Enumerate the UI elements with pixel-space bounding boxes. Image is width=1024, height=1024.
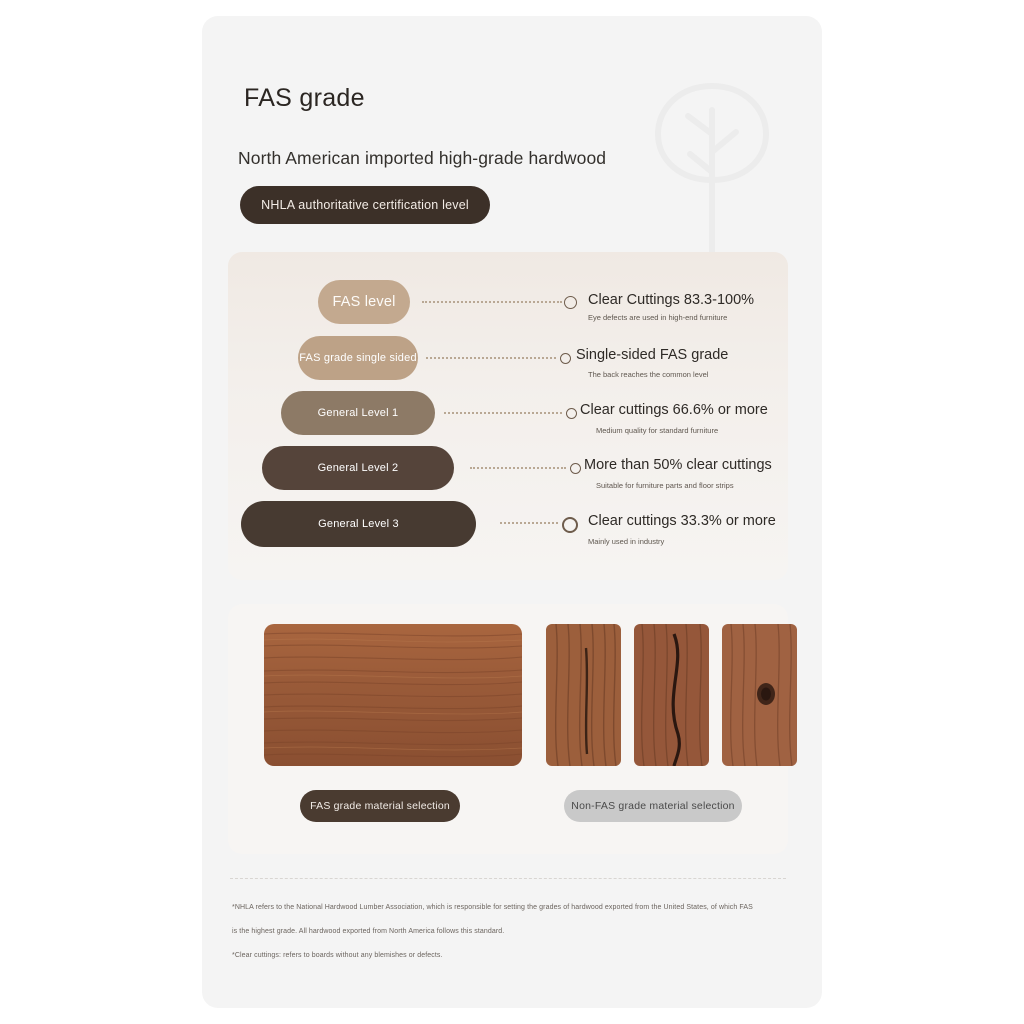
grade-pill: General Level 2	[262, 446, 454, 490]
grade-row	[228, 336, 788, 392]
tree-watermark-icon	[642, 68, 782, 268]
connector-dots	[500, 522, 558, 526]
document-card	[202, 16, 822, 1008]
non-fas-board-image-3	[722, 624, 797, 766]
grade-row	[228, 391, 788, 447]
connector-node	[566, 408, 577, 419]
page-title: FAS grade	[244, 84, 365, 112]
footer-divider	[230, 878, 786, 879]
grade-row	[228, 501, 788, 557]
connector-dots	[426, 357, 556, 361]
grade-heading: More than 50% clear cuttings	[584, 457, 772, 473]
fas-board-image	[264, 624, 522, 766]
grade-pill: FAS level	[318, 280, 410, 324]
connector-dots	[422, 301, 562, 305]
grade-description: Mainly used in industry	[588, 537, 665, 546]
non-fas-material-tag: Non-FAS grade material selection	[564, 790, 742, 822]
connector-dots	[470, 467, 566, 471]
connector-node	[560, 353, 571, 364]
grade-ladder-panel	[228, 252, 788, 580]
connector-node	[562, 517, 578, 533]
footnote-line-1: *NHLA refers to the National Hardwood Lumber Association, which is responsible for setting the grades of hardwood exported from the United States, of which FAS	[232, 904, 753, 911]
connector-dots	[444, 412, 562, 416]
grade-pill: FAS grade single sided	[298, 336, 418, 380]
footnote-line-3: *Clear cuttings: refers to boards without any blemishes or defects.	[232, 952, 443, 959]
grade-heading: Single-sided FAS grade	[576, 347, 729, 363]
certification-badge: NHLA authoritative certification level	[240, 186, 490, 224]
footnote-line-2: is the highest grade. All hardwood exported from North America follows this standard.	[232, 928, 505, 935]
grade-row	[228, 280, 788, 336]
non-fas-board-image-2	[634, 624, 709, 766]
grade-description: Suitable for furniture parts and floor strips	[596, 481, 734, 490]
grade-row	[228, 446, 788, 502]
grade-heading: Clear Cuttings 83.3-100%	[588, 292, 755, 308]
non-fas-board-image-1	[546, 624, 621, 766]
grade-pill: General Level 3	[241, 501, 476, 547]
grade-heading: Clear cuttings 33.3% or more	[588, 513, 776, 529]
page-subtitle: North American imported high-grade hardwood	[238, 148, 607, 168]
connector-node	[570, 463, 581, 474]
grade-pill: General Level 1	[281, 391, 435, 435]
grade-heading: Clear cuttings 66.6% or more	[580, 402, 768, 418]
connector-node	[564, 296, 577, 309]
grade-description: The back reaches the common level	[588, 370, 709, 379]
fas-material-tag: FAS grade material selection	[300, 790, 460, 822]
material-comparison-panel	[228, 604, 788, 854]
grade-description: Medium quality for standard furniture	[596, 426, 719, 435]
grade-description: Eye defects are used in high-end furniture	[588, 313, 728, 322]
